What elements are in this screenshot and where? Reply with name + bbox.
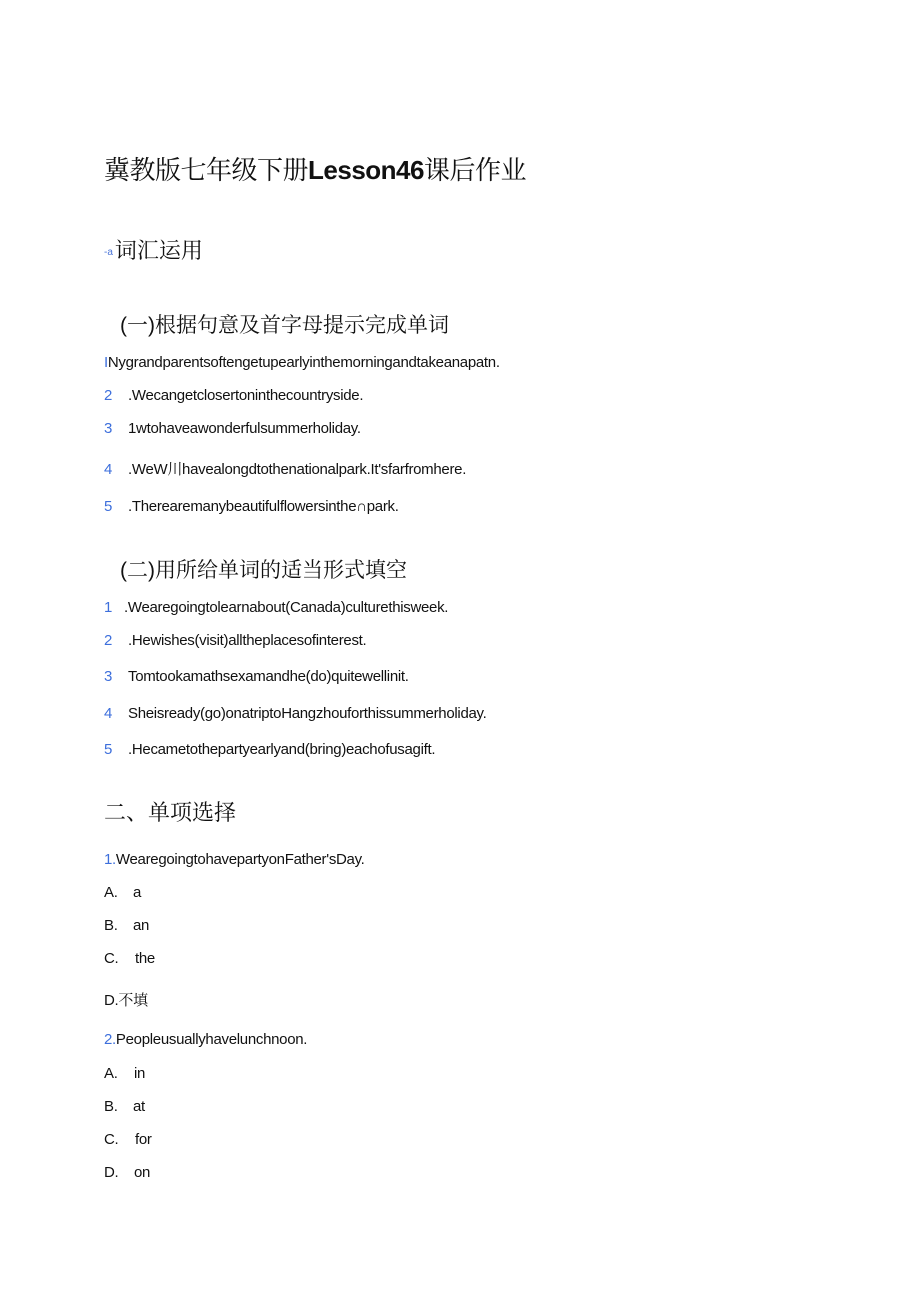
list-item: 3 1wtohaveawonderfulsummerholiday.	[104, 420, 361, 437]
list-item: 5 .Hecametothepartyearlyand(bring)eachofusagift.	[104, 741, 436, 758]
list-item: 2 .Hewishes(visit)alltheplacesofinterest.	[104, 632, 367, 649]
list-item: 5 .Therearemanybeautifulflowersinthe∩park.	[104, 498, 399, 515]
option-b: B. at	[104, 1098, 145, 1115]
list-item: 4 Sheisready(go)onatriptoHangzhouforthissummerholiday.	[104, 705, 487, 722]
option-a: A. in	[104, 1065, 146, 1082]
list-item: 1 .Wearegoingtolearnabout(Canada)culturethisweek.	[104, 599, 449, 616]
option-c: C. the	[104, 950, 155, 967]
list-item: 2 .Wecangetclosertoninthecountryside.	[104, 387, 364, 404]
option-b: B. an	[104, 917, 150, 934]
option-a: A. a	[104, 884, 142, 901]
document-title: 冀教版七年级下册Lesson46课后作业	[104, 155, 526, 185]
section-heading-multiple-choice: 二、单项选择	[104, 800, 237, 825]
list-item: 4 .WeW川havealongdtothenationalpark.It'sfarfromhere.	[104, 461, 467, 478]
question-1: 1.WearegoingtohavepartyonFather'sDay.	[104, 851, 365, 868]
list-item: INygrandparentsoftengetupearlyinthemorningandtakeanapatn.	[104, 354, 500, 371]
section-heading-vocabulary: -a词汇运用	[104, 238, 203, 263]
question-2: 2.Peopleusuallyhavelunchnoon.	[104, 1031, 308, 1048]
option-d: D. on	[104, 1164, 151, 1181]
option-d: D.不填	[104, 992, 148, 1009]
list-item: 3 Tomtookamathsexamandhe(do)quitewellinit.	[104, 668, 409, 685]
part-a-heading: (一)根据句意及首字母提示完成单词	[120, 314, 449, 337]
option-c: C. for	[104, 1131, 152, 1148]
part-b-heading: (二)用所给单词的适当形式填空	[120, 559, 407, 582]
